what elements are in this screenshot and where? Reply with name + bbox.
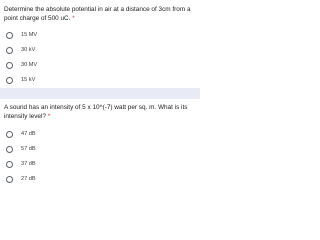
radio-button[interactable]	[6, 62, 13, 69]
option-30-mv[interactable]	[6, 58, 37, 73]
option-label[interactable]: 30 kV	[21, 47, 36, 53]
required-asterisk: *	[47, 113, 51, 120]
question-1-text: Determine the absolute potential in air at a distance of 3cm from a point charge of 500 uC.	[4, 6, 191, 22]
question-2-text: A sound has an intensity of 5 x 10^(-7) watt per sq. m. What is its intensity level?	[4, 104, 188, 120]
option-15-kv[interactable]	[6, 73, 37, 88]
radio-button[interactable]	[6, 32, 13, 39]
radio-button[interactable]	[6, 161, 13, 168]
option-label[interactable]: 37 dB	[21, 161, 36, 167]
option-label[interactable]: 15 kV	[21, 77, 36, 83]
section-divider	[0, 88, 200, 99]
option-label[interactable]: 47 dB	[21, 131, 36, 137]
option-27-db[interactable]	[6, 172, 36, 187]
question-card-1	[0, 0, 200, 88]
question-card-2	[0, 99, 200, 188]
option-57-db[interactable]	[6, 142, 36, 157]
radio-button[interactable]	[6, 176, 13, 183]
radio-button[interactable]	[6, 131, 13, 138]
radio-button[interactable]	[6, 77, 13, 84]
question-1-options	[6, 28, 37, 88]
form-page	[0, 0, 200, 188]
option-label[interactable]: 57 dB	[21, 146, 36, 152]
option-47-db[interactable]	[6, 127, 36, 142]
option-30-kv[interactable]	[6, 43, 37, 58]
radio-button[interactable]	[6, 47, 13, 54]
radio-button[interactable]	[6, 146, 13, 153]
option-37-db[interactable]	[6, 157, 36, 172]
question-2-text-block	[4, 103, 196, 121]
option-label[interactable]: 15 MV	[21, 32, 38, 38]
question-1-text-block	[4, 5, 196, 23]
option-15-mv[interactable]	[6, 28, 37, 43]
required-asterisk: *	[72, 15, 75, 22]
question-2-options	[6, 127, 36, 187]
option-label[interactable]: 27 dB	[21, 176, 36, 182]
option-label[interactable]: 30 MV	[21, 62, 38, 68]
